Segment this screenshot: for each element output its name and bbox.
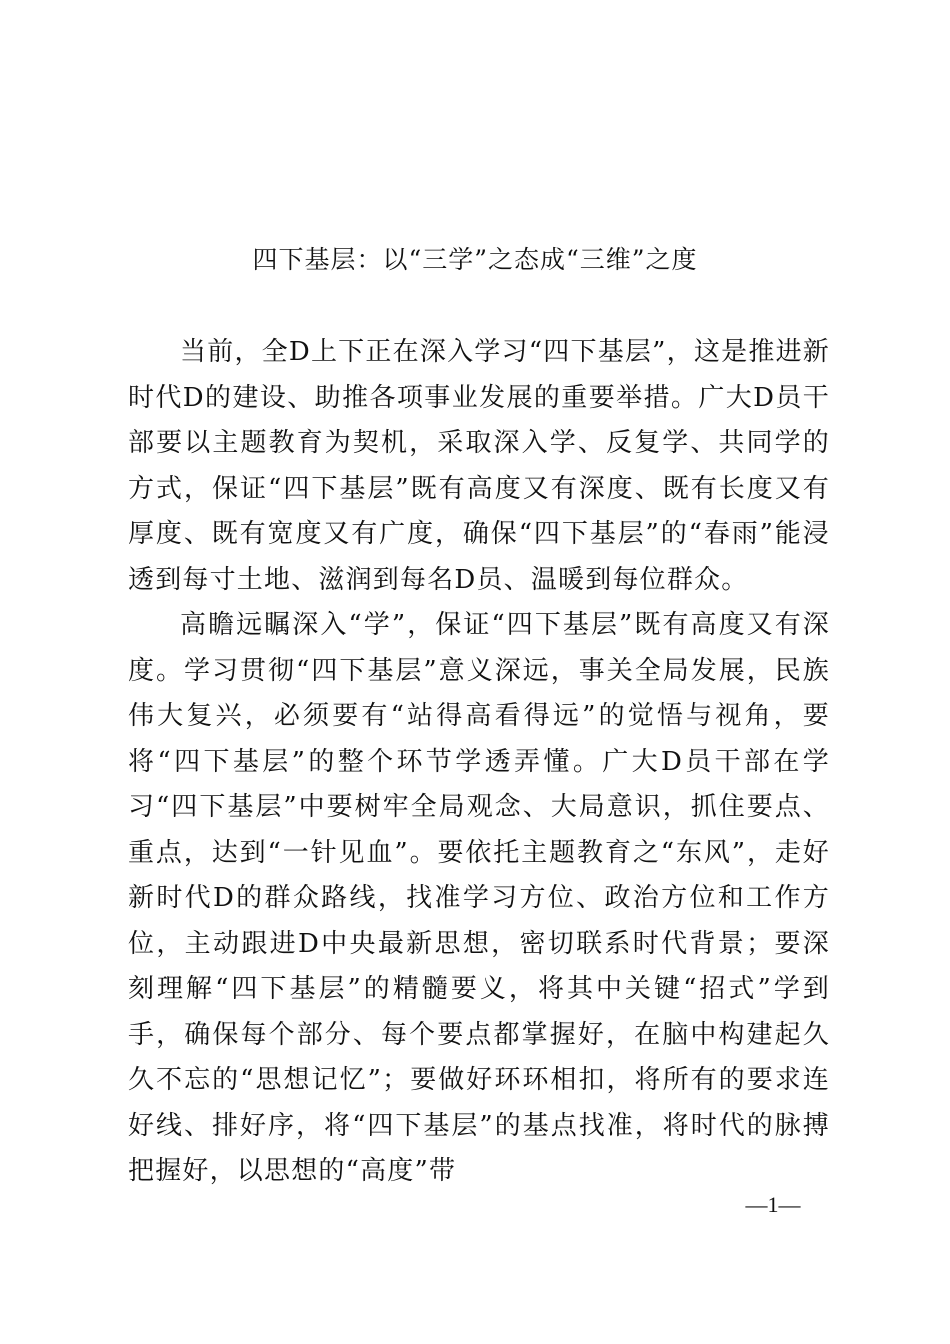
document-body [128,330,830,1195]
document-title: 四下基层：以“三学”之态成“三维”之度 [252,245,698,274]
paragraph-1: 当前，全D上下正在深入学习“四下基层”，这是推进新时代D的建设、助推各项事业发展的重要举措。广大D员干部要以主题教育为契机，采取深入学、反复学、共同学的方式，保证“四下基层”既有高度又有深度、既有长度又有厚度、既有宽度又有广度，确保“四下基层”的“春雨”能浸透到每寸土地、滋润到每名D员、温暖到每位群众。 [128,337,830,595]
page-number: —1— [745,1192,801,1217]
paragraph-2: 高瞻远瞩深入“学”，保证“四下基层”既有高度又有深度。学习贯彻“四下基层”意义深远，事关全局发展，民族伟大复兴，必须要有“站得高看得远”的觉悟与视角，要将“四下基层”的整个环节学透弄懂。广大D员干部在学习“四下基层”中要树牢全局观念、大局意识，抓住要点、重点，达到“一针见血”。要依托主题教育之“东风”，走好新时代D的群众路线，找准学习方位、政治方位和工作方位，主动跟进D中央最新思想，密切联系时代背景；要深刻理解“四下基层”的精髓要义，将其中关键“招式”学到手，确保每个部分、每个要点都掌握好，在脑中构建起久久不忘的“思想记忆”；要做好环环相扣，将所有的要求连好线、排好序，将“四下基层”的基点找准，将时代的脉搏把握好，以思想的“高度”带 [128,610,830,1186]
